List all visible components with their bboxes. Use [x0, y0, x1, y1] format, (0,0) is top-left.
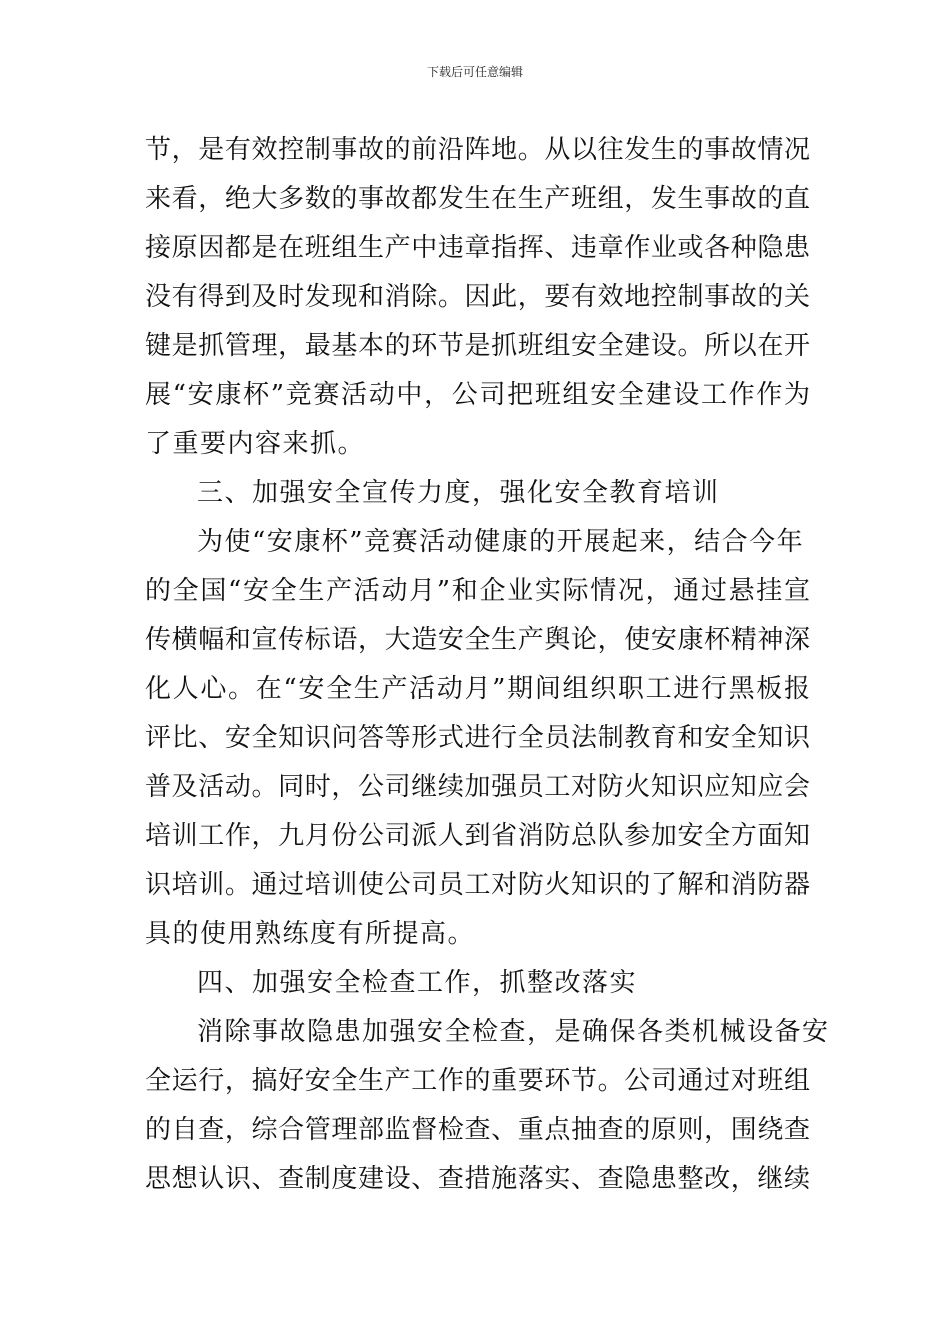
paragraph-line: 全运行，搞好安全生产工作的重要环节。公司通过对班组: [145, 1066, 810, 1096]
paragraph-line: 识培训。通过培训使公司员工对防火知识的了解和消防器: [145, 870, 810, 900]
section-heading: 四、加强安全检查工作，抓整改落实: [197, 968, 638, 998]
paragraph-line: 的自查，综合管理部监督检查、重点抽查的原则，围绕查: [145, 1115, 810, 1145]
paragraph-line: 培训工作，九月份公司派人到省消防总队参加安全方面知: [145, 821, 810, 851]
section-heading: 三、加强安全宣传力度，强化安全教育培训: [197, 478, 720, 508]
paragraph-line: 没有得到及时发现和消除。因此，要有效地控制事故的关: [145, 282, 810, 312]
paragraph-line: 为使“安康杯”竞赛活动健康的开展起来，结合今年: [197, 527, 805, 557]
page-header: 下载后可任意编辑: [426, 65, 523, 79]
document-body: [145, 126, 830, 1204]
paragraph-line: 键是抓管理，最基本的环节是抓班组安全建设。所以在开: [145, 331, 810, 361]
paragraph-line: 了重要内容来抓。: [145, 429, 366, 459]
paragraph-line: 思想认识、查制度建设、查措施落实、查隐患整改，继续: [145, 1164, 810, 1194]
paragraph-line: 的全国“安全生产活动月”和企业实际情况，通过悬挂宣: [145, 576, 810, 606]
paragraph-line: 接原因都是在班组生产中违章指挥、违章作业或各种隐患: [145, 233, 810, 263]
paragraph-line: 具的使用熟练度有所提高。: [145, 919, 476, 949]
paragraph-line: 评比、安全知识问答等形式进行全员法制教育和安全知识: [145, 723, 810, 753]
paragraph-line: 消除事故隐患加强安全检查，是确保各类机械设备安: [197, 1017, 830, 1047]
paragraph-line: 传横幅和宣传标语，大造安全生产舆论，使安康杯精神深: [145, 625, 810, 655]
paragraph-line: 展“安康杯”竞赛活动中，公司把班组安全建设工作作为: [145, 380, 810, 410]
paragraph-line: 来看，绝大多数的事故都发生在生产班组，发生事故的直: [145, 184, 810, 214]
paragraph-line: 普及活动。同时，公司继续加强员工对防火知识应知应会: [145, 772, 810, 802]
paragraph-line: 化人心。在“安全生产活动月”期间组织职工进行黑板报: [145, 674, 810, 704]
paragraph-line: 节，是有效控制事故的前沿阵地。从以往发生的事故情况: [145, 135, 810, 165]
